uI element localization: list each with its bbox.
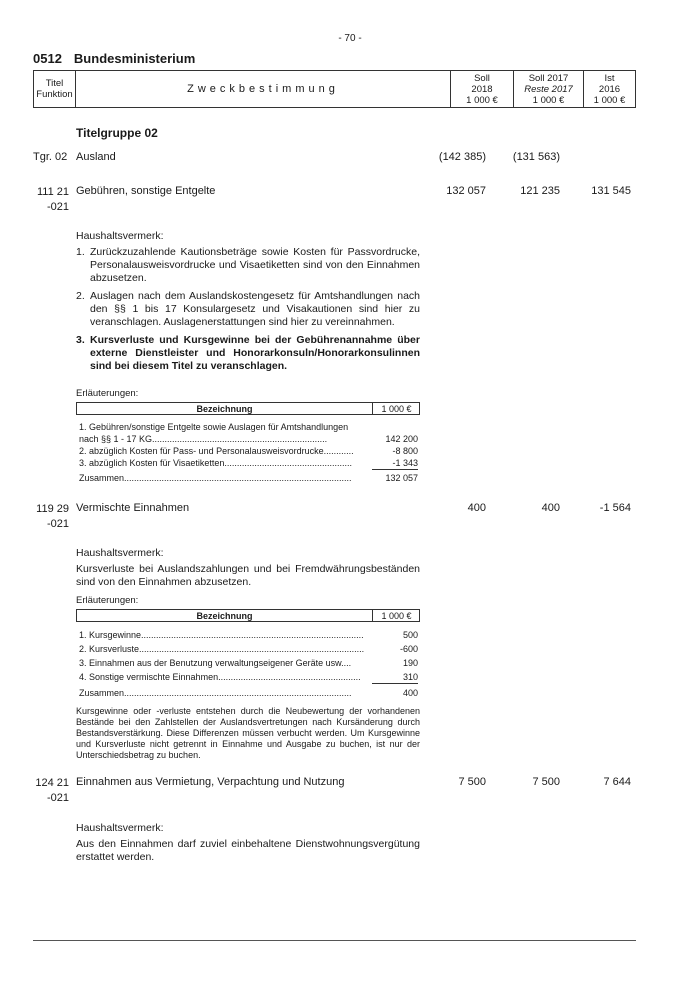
erlaeuterungen-table <box>76 609 420 699</box>
erlaeuterung-note: Kursgewinne oder -verluste entstehen durch die Neubewertung der vorhandenen Bestände bei den Zahlstellen der Auslandsvertretungen nach Kursänderung durch Bestandsverstärkung. Diese Differenzen müssen verbucht werden. Um Kursgewinne und Kursverluste nicht getrennt in Einnahme und Ausgabe zu buchen, ist nur der Unterschiedsbetrag zu buchen. <box>76 706 420 760</box>
title-ist: -1 564 <box>599 502 631 514</box>
table-row: 3. abzüglich Kosten für Visaetiketten................................................... -1 343 <box>79 458 418 468</box>
erlaeuterungen-label: Erläuterungen: <box>76 388 139 399</box>
erlaeuterungen-table <box>76 402 420 484</box>
title-soll: 7 500 <box>458 776 486 788</box>
table-row-total: Zusammen........................................................................................... 400 <box>79 688 418 698</box>
table-header: Bezeichnung 1 000 € <box>76 402 420 415</box>
column-header-table <box>33 70 636 108</box>
vermerk-title: Haushaltsvermerk: <box>76 230 164 242</box>
title-soll: 400 <box>467 502 486 514</box>
chapter-heading <box>33 51 195 66</box>
title-label: Einnahmen aus Vermietung, Verpachtung und Nutzung <box>76 776 345 788</box>
table-header: Bezeichnung 1 000 € <box>76 609 420 622</box>
title-label: Gebühren, sonstige Entgelte <box>76 185 216 197</box>
header-titel-funktion: Titel Funktion <box>34 71 76 107</box>
chapter-title: Bundesministerium <box>73 51 196 66</box>
tgr-soll: (142 385) <box>438 151 486 163</box>
title-label: Vermischte Einnahmen <box>76 502 190 514</box>
table-row: 1. Kursgewinne......................................................................................... 500 <box>79 630 418 640</box>
title-rest: 121 235 <box>520 185 560 197</box>
vermerk-text: Aus den Einnahmen darf zuviel einbehaltene Dienstwohnungsvergütung erstattet werden. <box>76 838 420 863</box>
title-rest: 400 <box>541 502 560 514</box>
table-row: 2. abzüglich Kosten für Pass- und Personalausweisvordrucke............ -8 800 <box>79 446 418 456</box>
header-ist-2016: Ist 2016 1 000 € <box>593 72 626 106</box>
title-ist: 131 545 <box>591 185 631 197</box>
title-rest: 7 500 <box>532 776 560 788</box>
vermerk-title: Haushaltsvermerk: <box>76 547 164 559</box>
table-row-total: Zusammen........................................................................................... 132 057 <box>79 473 418 483</box>
footer-divider <box>33 940 636 941</box>
haushaltsvermerk-3 <box>76 822 420 864</box>
chapter-code: 0512 <box>33 51 62 66</box>
vermerk-text: Kursverluste bei Auslandszahlungen und bei Fremdwährungsbeständen sind von den Einnahmen abzusetzen. <box>76 563 420 588</box>
table-row: 2. Kursverluste.......................................................................................... -600 <box>79 644 418 654</box>
title-number: 111 21 -021 <box>36 186 69 213</box>
header-zweckbestimmung: Zweckbestimmung <box>76 71 451 107</box>
table-row: 1. Gebühren/sonstige Entgelte sowie Auslagen für Amtshandlungen <box>79 422 349 432</box>
title-soll: 132 057 <box>446 185 486 197</box>
titelgruppe-heading: Titelgruppe 02 <box>76 126 158 140</box>
table-row: nach §§ 1 - 17 KG...................................................................... 142 200 <box>79 434 418 444</box>
header-soll-2017: Soll 2017 Reste 2017 1 000 € <box>514 71 584 107</box>
title-ist: 7 644 <box>603 776 631 788</box>
tgr-rest: (131 563) <box>512 151 560 163</box>
list-item: 3. Kursverluste und Kursgewinne bei der Gebührenannahme über externe Dienstleister und Honorarkonsuln/Honorarkonsulinnen sind bei diesem Titel zu veranschlagen. <box>76 334 420 372</box>
page-number: - 70 - <box>338 33 362 44</box>
table-row: 4. Sonstige vermischte Einnahmen......................................................... 310 <box>79 672 418 682</box>
list-item: 1. Zurückzuzahlende Kautionsbeträge sowie Kosten für Passvordrucke, Personalausweisvordrucke und Visaetiketten sind von den Einnahmen abzusetzen. <box>76 246 420 284</box>
table-row: 3. Einnahmen aus der Benutzung verwaltungseigener Geräte usw.... 190 <box>79 658 418 668</box>
tgr-label: Ausland <box>76 151 116 163</box>
haushaltsvermerk-2 <box>76 547 420 589</box>
erlaeuterungen-label: Erläuterungen: <box>76 595 139 606</box>
list-item: 2. Auslagen nach dem Auslandskostengesetz für Amtshandlungen nach den §§ 1 bis 17 Konsulargesetz und Visakautionen sind hier zu veranschlagen. Auslagenerstattungen sind hier zu vereinnahmen. <box>76 290 420 328</box>
vermerk-title: Haushaltsvermerk: <box>76 822 164 834</box>
title-number: 119 29 -021 <box>36 503 69 530</box>
tgr-number: Tgr. 02 <box>33 151 68 163</box>
header-soll-2018: Soll 2018 1 000 € <box>451 71 514 107</box>
title-number: 124 21 -021 <box>35 777 69 804</box>
haushaltsvermerk-1 <box>76 230 420 378</box>
